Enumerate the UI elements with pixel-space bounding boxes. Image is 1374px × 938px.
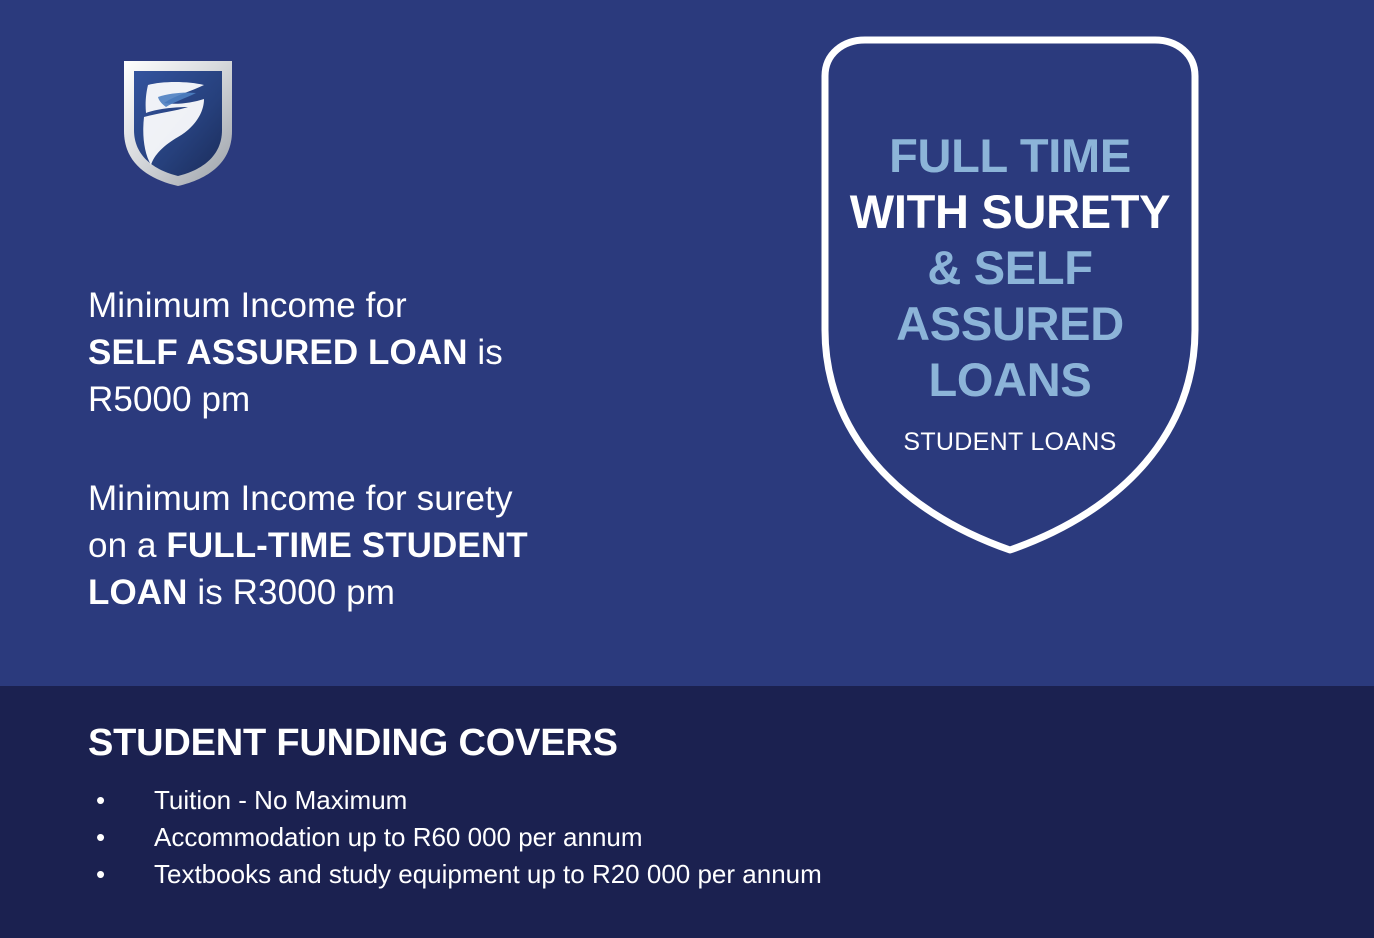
para1-line2: is: [467, 333, 503, 372]
bullet-marker-icon: •: [96, 785, 106, 815]
list-item-label: Textbooks and study equipment up to R20 000 per annum: [154, 859, 822, 889]
student-funding-title: STUDENT FUNDING COVERS: [88, 722, 618, 764]
list-item-label: Tuition - No Maximum: [154, 785, 408, 815]
shield-badge: [795, 30, 1225, 560]
badge-line-4: ASSURED: [896, 297, 1124, 350]
para2-line1: Minimum Income for surety: [88, 479, 513, 518]
list-item: [88, 856, 988, 893]
standard-bank-shield-logo: [118, 55, 238, 190]
badge-line-3: & SELF: [927, 241, 1093, 294]
para1-line1: Minimum Income for: [88, 286, 407, 325]
shield-badge-text: [795, 30, 1225, 560]
para2-bold2: LOAN: [88, 573, 188, 612]
para2-line3: is R3000 pm: [187, 573, 395, 612]
bullet-marker-icon: •: [96, 859, 106, 889]
minimum-income-surety-paragraph: [88, 475, 708, 616]
left-copy-block: [88, 282, 708, 616]
para2-line2: on a: [88, 526, 167, 565]
student-funding-panel: [0, 686, 1374, 938]
badge-line-5: LOANS: [928, 353, 1092, 406]
badge-line-1: FULL TIME: [889, 129, 1131, 182]
minimum-income-self-assured-paragraph: [88, 282, 708, 423]
badge-subtitle: STUDENT LOANS: [903, 428, 1117, 456]
list-item: [88, 819, 988, 856]
para1-bold1: SELF ASSURED LOAN: [88, 333, 468, 372]
student-funding-list: [88, 782, 988, 893]
badge-line-2: WITH SURETY: [849, 185, 1171, 238]
bullet-marker-icon: •: [96, 822, 106, 852]
list-item-label: Accommodation up to R60 000 per annum: [154, 822, 643, 852]
para2-bold1: FULL-TIME STUDENT: [166, 526, 528, 565]
para1-line3: R5000 pm: [88, 380, 251, 419]
list-item: [88, 782, 988, 819]
